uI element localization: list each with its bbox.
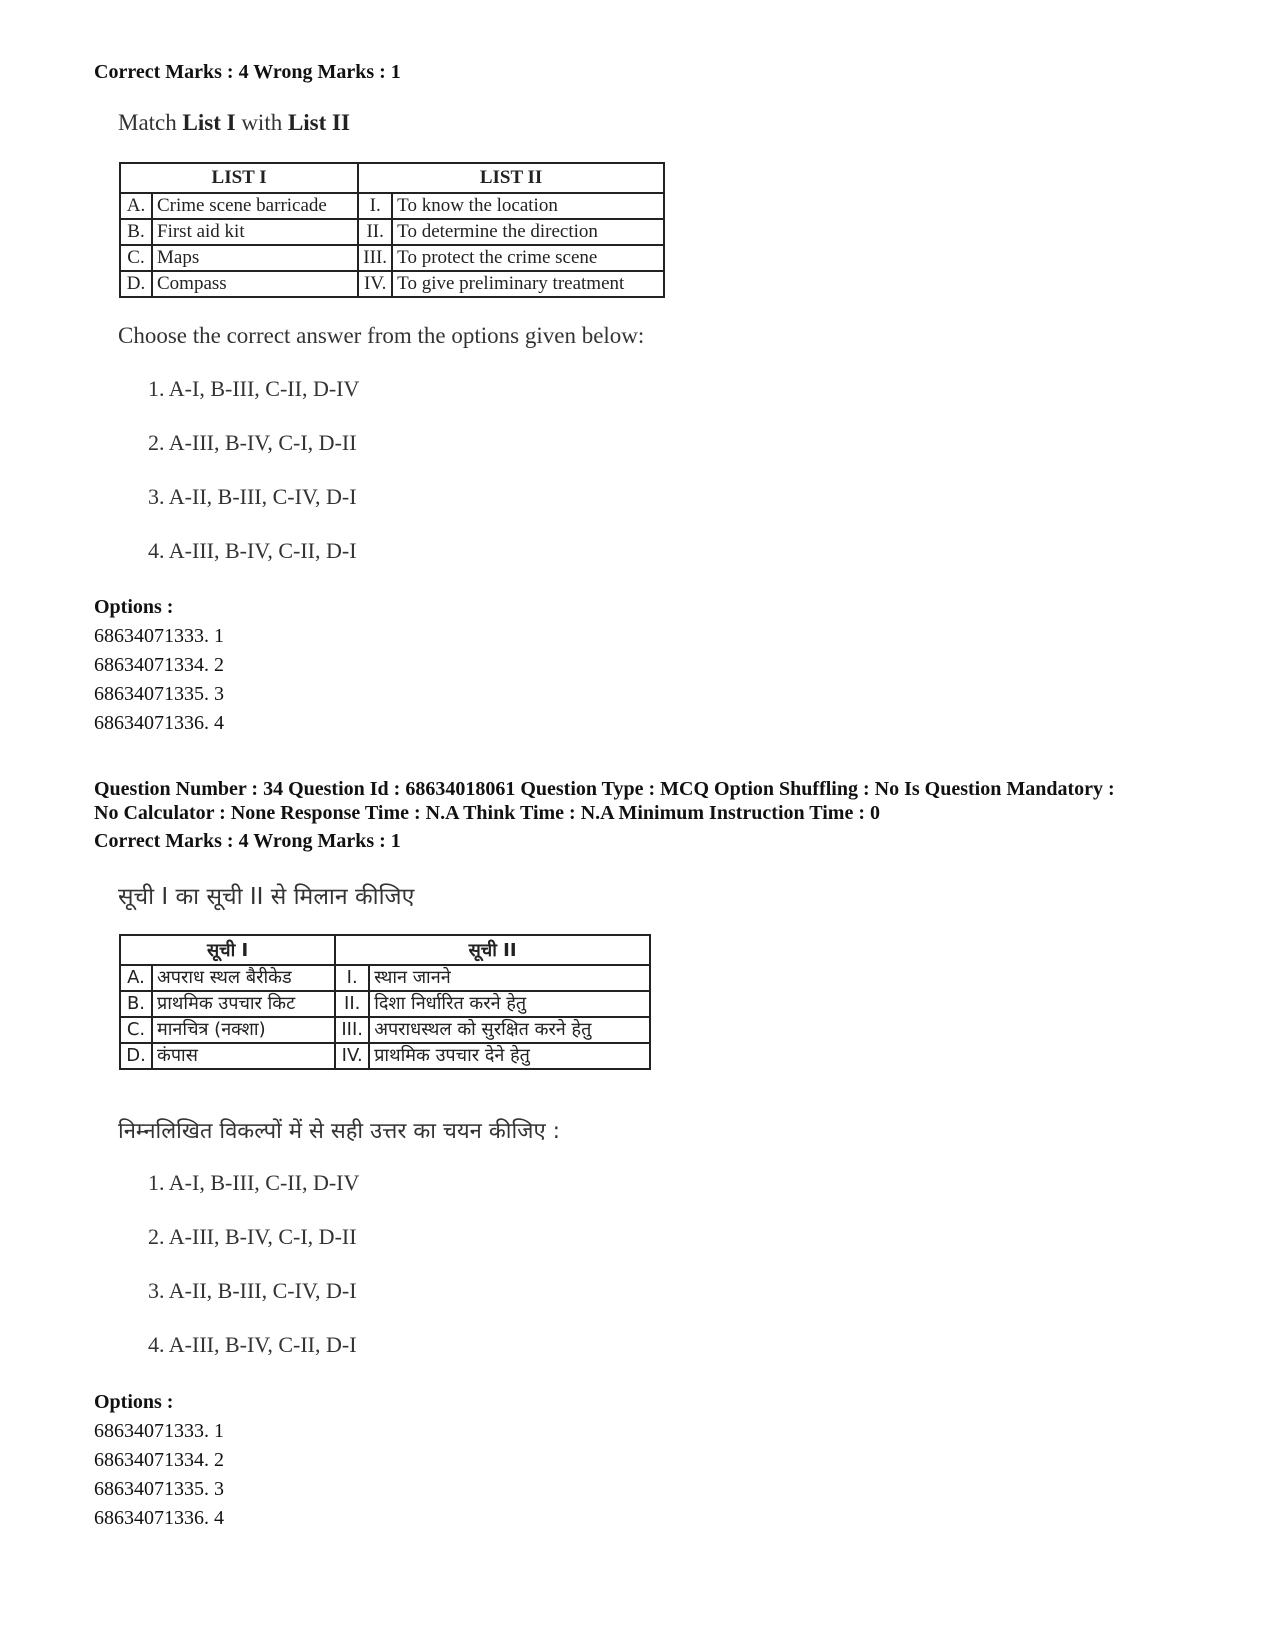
q33-options-label: Options :	[94, 596, 174, 618]
row-letter: D.	[120, 271, 152, 297]
row-numeral: II.	[335, 991, 369, 1017]
q34-match-table	[119, 934, 651, 1070]
q34-header-line2: No Calculator : None Response Time : N.A Think Time : N.A Minimum Instruction Time : 0	[94, 802, 880, 824]
table-row	[120, 271, 664, 297]
q33-answer-3: 3. A-II, B-III, C-IV, D-I	[148, 484, 357, 509]
q33-head-list2: LIST II	[358, 163, 664, 193]
table-row	[120, 1017, 650, 1043]
row-letter: A.	[120, 193, 152, 219]
row-item: कंपास	[152, 1043, 335, 1069]
row-numeral: I.	[335, 965, 369, 991]
row-purpose: प्राथमिक उपचार देने हेतु	[369, 1043, 650, 1069]
q34-answer-3: 3. A-II, B-III, C-IV, D-I	[148, 1278, 357, 1303]
q34-answer-1: 1. A-I, B-III, C-II, D-IV	[148, 1170, 360, 1195]
row-letter: B.	[120, 991, 152, 1017]
row-purpose: अपराधस्थल को सुरक्षित करने हेतु	[369, 1017, 650, 1043]
q33-marks-line: Correct Marks : 4 Wrong Marks : 1	[94, 61, 401, 83]
q34-head-list2: सूची II	[335, 935, 650, 965]
row-item: अपराध स्थल बैरीकेड	[152, 965, 335, 991]
row-item: Crime scene barricade	[152, 193, 358, 219]
q33-option-2: 68634071334. 2	[94, 654, 224, 676]
table-row	[120, 965, 650, 991]
table-row	[120, 193, 664, 219]
q33-intro-prefix: Match	[118, 110, 183, 135]
row-item: मानचित्र (नक्शा)	[152, 1017, 335, 1043]
q33-option-4: 68634071336. 4	[94, 712, 224, 734]
q33-option-1: 68634071333. 1	[94, 625, 224, 647]
q34-options-label: Options :	[94, 1391, 174, 1413]
q33-intro-list2: List II	[287, 110, 350, 135]
q34-header-line1: Question Number : 34 Question Id : 68634018061 Question Type : MCQ Option Shuffling : No Is Question Mandatory :	[94, 778, 1115, 800]
row-numeral: III.	[335, 1017, 369, 1043]
q34-answer-4: 4. A-III, B-IV, C-II, D-I	[148, 1332, 357, 1357]
q33-match-table	[119, 162, 665, 298]
row-letter: C.	[120, 1017, 152, 1043]
q33-answer-1: 1. A-I, B-III, C-II, D-IV	[148, 376, 360, 401]
q33-choose-instruction: Choose the correct answer from the options given below:	[118, 323, 645, 348]
q33-option-3: 68634071335. 3	[94, 683, 224, 705]
row-purpose: स्थान जानने	[369, 965, 650, 991]
row-numeral: II.	[358, 219, 392, 245]
q33-answer-2: 2. A-III, B-IV, C-I, D-II	[148, 430, 357, 455]
q33-intro-mid: with	[235, 110, 288, 135]
q34-option-1: 68634071333. 1	[94, 1420, 224, 1442]
q33-intro-list1: List I	[182, 110, 236, 135]
q33-intro	[118, 110, 350, 136]
row-numeral: I.	[358, 193, 392, 219]
q33-table-header	[120, 163, 664, 193]
q34-option-3: 68634071335. 3	[94, 1478, 224, 1500]
row-purpose: दिशा निर्धारित करने हेतु	[369, 991, 650, 1017]
row-purpose: To determine the direction	[392, 219, 664, 245]
table-row	[120, 219, 664, 245]
row-item: Compass	[152, 271, 358, 297]
row-purpose: To give preliminary treatment	[392, 271, 664, 297]
q34-option-2: 68634071334. 2	[94, 1449, 224, 1471]
q34-intro: सूची I का सूची II से मिलान कीजिए	[118, 884, 415, 910]
row-letter: D.	[120, 1043, 152, 1069]
row-numeral: IV.	[358, 271, 392, 297]
q34-head-list1: सूची I	[120, 935, 335, 965]
table-row	[120, 245, 664, 271]
q34-marks-line: Correct Marks : 4 Wrong Marks : 1	[94, 830, 401, 852]
q34-choose-instruction: निम्नलिखित विकल्पों में से सही उत्तर का चयन कीजिए :	[118, 1119, 561, 1144]
row-item: प्राथमिक उपचार किट	[152, 991, 335, 1017]
row-letter: A.	[120, 965, 152, 991]
row-numeral: III.	[358, 245, 392, 271]
q33-answer-4: 4. A-III, B-IV, C-II, D-I	[148, 538, 357, 563]
row-item: First aid kit	[152, 219, 358, 245]
row-purpose: To protect the crime scene	[392, 245, 664, 271]
row-item: Maps	[152, 245, 358, 271]
q34-option-4: 68634071336. 4	[94, 1507, 224, 1529]
table-row	[120, 1043, 650, 1069]
row-numeral: IV.	[335, 1043, 369, 1069]
row-purpose: To know the location	[392, 193, 664, 219]
q34-answer-2: 2. A-III, B-IV, C-I, D-II	[148, 1224, 357, 1249]
q34-table-header	[120, 935, 650, 965]
q33-head-list1: LIST I	[120, 163, 358, 193]
row-letter: B.	[120, 219, 152, 245]
table-row	[120, 991, 650, 1017]
row-letter: C.	[120, 245, 152, 271]
